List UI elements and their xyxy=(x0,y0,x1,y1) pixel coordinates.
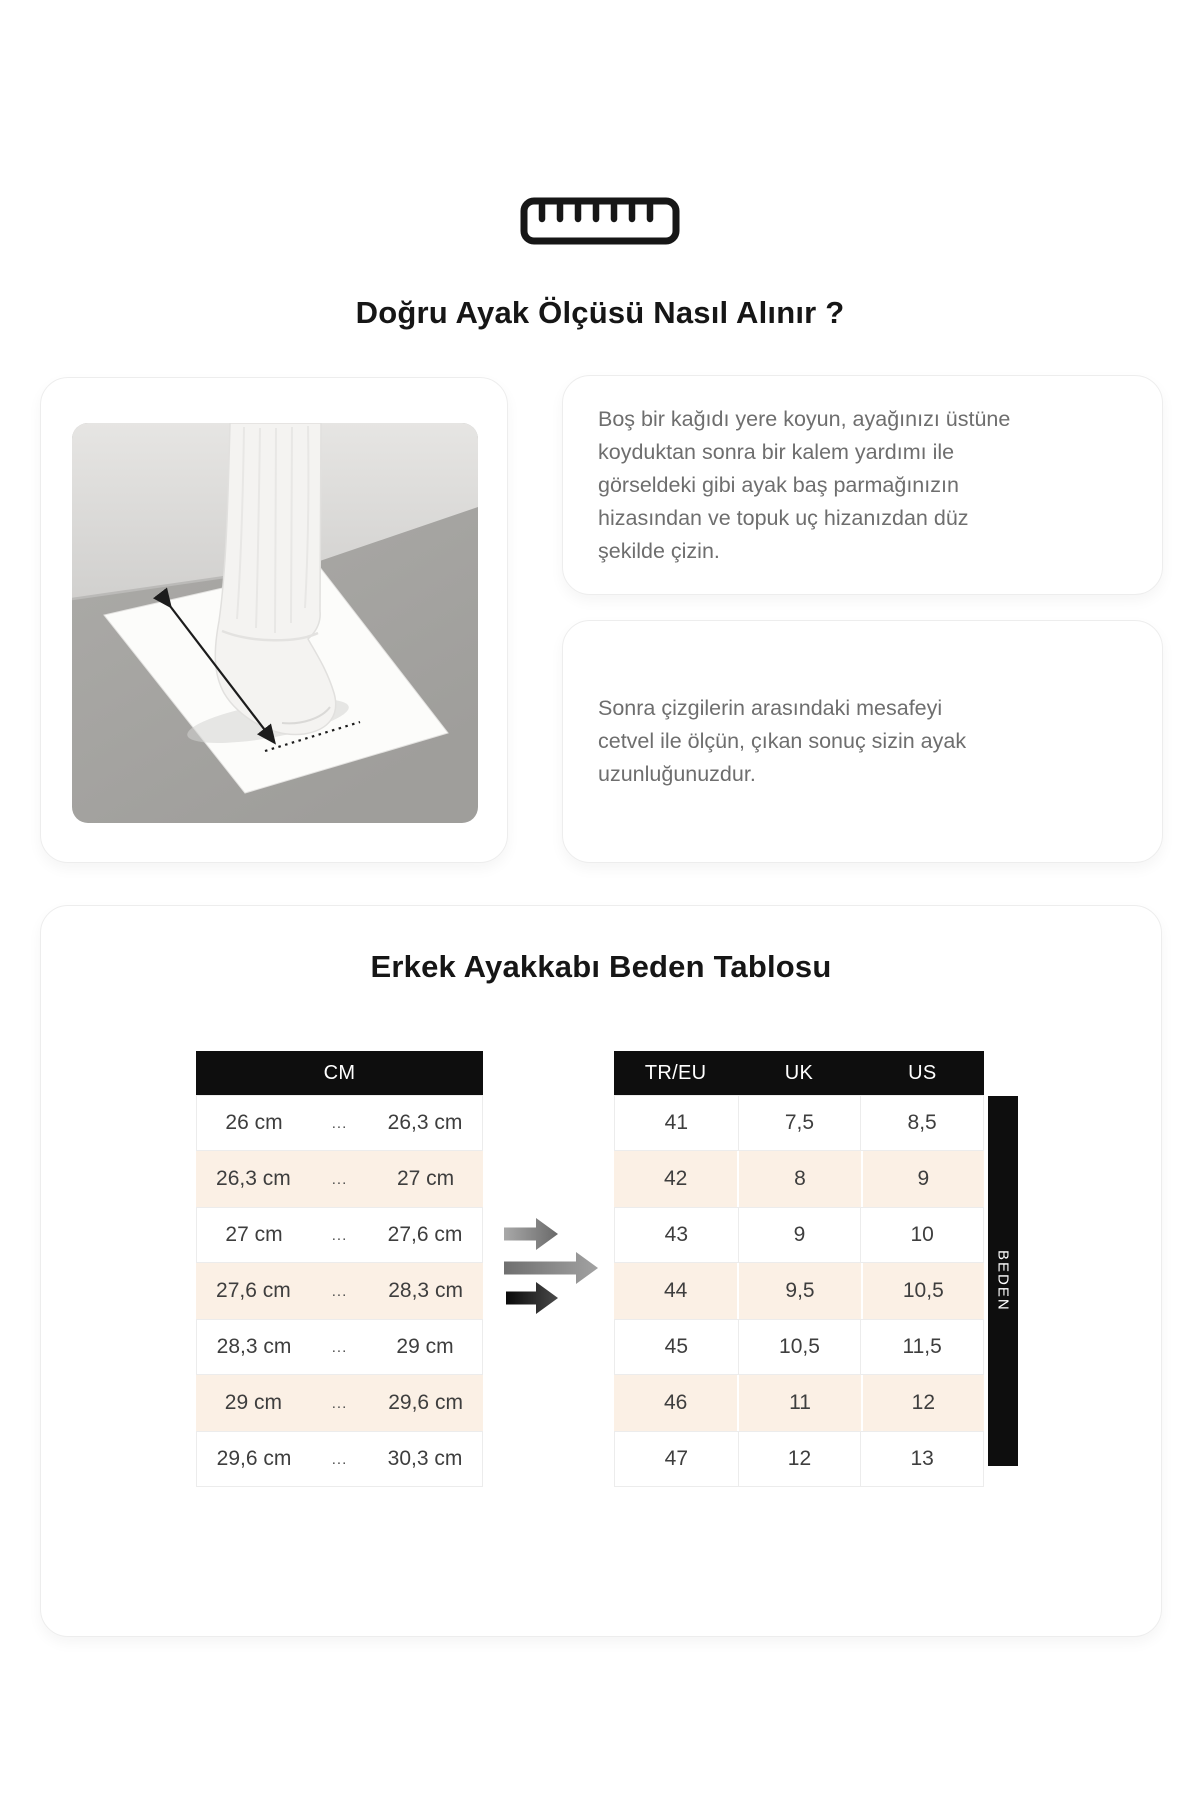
cm-to-value: 30,3 cm xyxy=(387,1447,463,1470)
arrow-right-dark xyxy=(506,1282,558,1314)
size-table-row xyxy=(614,1151,984,1207)
cm-from-value: 28,3 cm xyxy=(216,1335,292,1358)
size-value: 45 xyxy=(664,1335,688,1358)
size-value: 9 xyxy=(738,1208,861,1262)
cm-to-value: 29,6 cm xyxy=(388,1391,463,1414)
cm-from-value: 29 cm xyxy=(224,1391,282,1414)
size-value: 42 xyxy=(663,1167,688,1190)
range-dots: ... xyxy=(331,1226,348,1244)
instruction-text-2 xyxy=(563,692,966,791)
size-value: 47 xyxy=(664,1447,688,1470)
cm-header-label: CM xyxy=(323,1061,356,1084)
beden-vertical-label: BEDEN xyxy=(988,1096,1018,1466)
size-value: 8,5 xyxy=(860,1096,983,1150)
page-title: Doğru Ayak Ölçüsü Nasıl Alınır ? xyxy=(355,295,845,330)
cm-table-row xyxy=(196,1375,483,1431)
range-dots: ... xyxy=(331,1338,348,1356)
cm-to-value: 28,3 cm xyxy=(388,1279,463,1302)
size-value: 9 xyxy=(861,1151,984,1207)
size-value: 7,5 xyxy=(738,1096,861,1150)
cm-from-value: 27 cm xyxy=(225,1223,283,1246)
size-value: 12 xyxy=(738,1432,861,1486)
instruction-line: şekilde çizin. xyxy=(598,538,720,563)
cm-table-row xyxy=(196,1319,483,1375)
instruction-line: Boş bir kağıdı yere koyun, ayağınızı üstüne xyxy=(598,406,1011,431)
size-table-row xyxy=(614,1263,984,1319)
cm-table-row xyxy=(196,1151,483,1207)
size-value: 11,5 xyxy=(860,1320,983,1374)
size-value: 44 xyxy=(663,1279,688,1302)
size-table-row xyxy=(614,1207,984,1263)
size-header-label: UK xyxy=(784,1061,814,1084)
size-table-row xyxy=(614,1319,984,1375)
size-header-label: US xyxy=(908,1061,937,1084)
cm-from-value: 26 cm xyxy=(225,1111,283,1134)
size-table-body xyxy=(614,1095,984,1487)
size-value: 13 xyxy=(860,1432,983,1486)
size-value: 10,5 xyxy=(861,1263,984,1319)
cm-to-value: 27 cm xyxy=(396,1167,455,1190)
size-table-card xyxy=(40,905,1162,1637)
range-dots: ... xyxy=(331,1394,348,1412)
cm-from-value: 27,6 cm xyxy=(216,1279,291,1302)
size-table-header xyxy=(614,1051,984,1095)
range-dots: ... xyxy=(331,1170,348,1188)
size-value: 12 xyxy=(861,1375,984,1431)
size-header-label: TR/EU xyxy=(644,1061,707,1084)
range-dots: ... xyxy=(331,1450,348,1468)
cm-from-value: 26,3 cm xyxy=(216,1167,291,1190)
size-table-row xyxy=(614,1375,984,1431)
arrow-right-gray xyxy=(504,1218,558,1250)
ruler-icon xyxy=(520,197,680,245)
size-table-row xyxy=(614,1431,984,1487)
size-value: 10 xyxy=(860,1208,983,1262)
size-value: 46 xyxy=(663,1391,688,1414)
cm-table xyxy=(196,1051,483,1487)
range-dots: ... xyxy=(331,1114,348,1132)
size-table-row xyxy=(614,1095,984,1151)
cm-from-value: 29,6 cm xyxy=(216,1447,292,1470)
range-dots: ... xyxy=(331,1282,348,1300)
cm-table-body xyxy=(196,1095,483,1487)
international-size-table xyxy=(614,1051,984,1487)
table-link-arrows xyxy=(496,1211,606,1321)
instruction-line: cetvel ile ölçün, çıkan sonuç sizin ayak xyxy=(598,729,967,753)
cm-to-value: 26,3 cm xyxy=(387,1111,463,1134)
size-value: 8 xyxy=(737,1151,860,1207)
size-value: 41 xyxy=(664,1111,688,1134)
instruction-text-1 xyxy=(563,403,1010,568)
size-value: 11 xyxy=(737,1375,860,1431)
arrow-right-gray-long xyxy=(504,1252,598,1284)
cm-table-row xyxy=(196,1207,483,1263)
instruction-card-2 xyxy=(562,620,1163,863)
cm-table-header xyxy=(196,1051,483,1095)
instruction-line: hizasından ve topuk uç hizanızdan düz xyxy=(598,505,969,530)
cm-to-value: 27,6 cm xyxy=(387,1223,463,1246)
cm-table-row xyxy=(196,1095,483,1151)
instruction-line: görseldeki gibi ayak baş parmağınızın xyxy=(598,472,959,497)
size-value: 10,5 xyxy=(738,1320,861,1374)
foot-on-paper-photo xyxy=(72,423,478,823)
instruction-card-1 xyxy=(562,375,1163,595)
size-table-title: Erkek Ayakkabı Beden Tablosu xyxy=(370,949,832,984)
instruction-line: koyduktan sonra bir kalem yardımı ile xyxy=(598,439,955,464)
size-value: 9,5 xyxy=(737,1263,860,1319)
cm-table-row xyxy=(196,1263,483,1319)
size-value: 43 xyxy=(664,1223,688,1246)
cm-table-row xyxy=(196,1431,483,1487)
foot-measure-photo-card xyxy=(40,377,508,863)
instruction-line: uzunluğunuzdur. xyxy=(598,762,756,786)
cm-to-value: 29 cm xyxy=(396,1335,454,1358)
instruction-line: Sonra çizgilerin arasındaki mesafeyi xyxy=(598,696,943,720)
